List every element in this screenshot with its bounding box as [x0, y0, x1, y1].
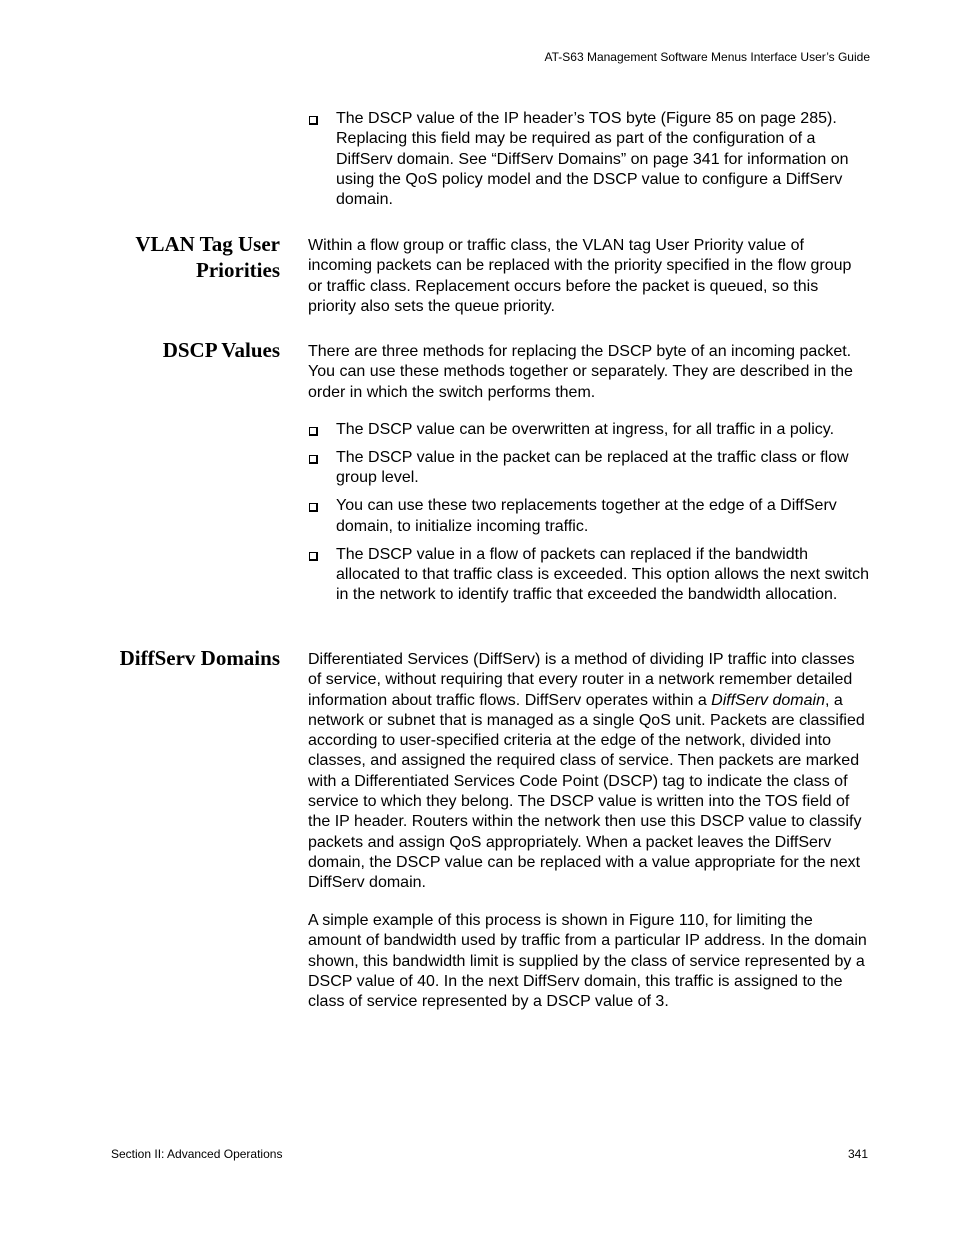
checkbox-bullet-icon [309, 503, 318, 512]
heading-diffserv-domains: DiffServ Domains [119, 646, 280, 670]
checkbox-bullet-icon [309, 116, 318, 125]
page-number: 341 [847, 1147, 868, 1161]
list-item [308, 420, 870, 440]
bullet-text: The DSCP value in the packet can be replaced at the traffic class or flow group level. [336, 448, 849, 487]
dscp-paragraph: There are three methods for replacing the DSCP byte of an incoming packet. You can use these methods together or separately. They are described in the order in which the switch performs them. [308, 343, 853, 401]
defined-term: DiffServ domain [711, 691, 825, 709]
checkbox-bullet-icon [309, 427, 318, 436]
heading-line: Priorities [196, 258, 280, 282]
vlan-paragraph: Within a flow group or traffic class, the VLAN tag User Priority value of incoming packets can be replaced with the priority specified in the flow group or traffic class. Replacement occurs before the packet is queued, so this priority also sets the queue priority. [308, 237, 852, 315]
bullet-text: The DSCP value can be overwritten at ingress, for all traffic in a policy. [336, 421, 835, 438]
bullet-text: You can use these two replacements together at the edge of a DiffServ domain, to initialize incoming traffic. [336, 497, 837, 535]
paragraph-text: , a network or subnet that is managed as a single QoS unit. Packets are classified according to user-specified criteria at the edge of the network, divided into classes, and assigned the required class of service. Then packets are marked with a Differentiated Services Code Point (DSCP) tag to indicate the class of service to which they belong. The DSCP value is written into the TOS field of the IP header. Routers within the network then use this DSCP value to classify packets and assign QoS appropriately. When a packet leaves the DiffServ domain, the DSCP value can be replaced with a value appropriate for the next DiffServ domain. [308, 691, 865, 892]
footer-section-title: Section II: Advanced Operations [111, 1147, 283, 1161]
list-item [308, 448, 870, 489]
bullet-text: The DSCP value of the IP header’s TOS byte (Figure 85 on page 285). Replacing this field may be required as part of the configuration of a DiffServ domain. See “DiffServ Domains” on page 341 for information on using the QoS policy model and the DSCP value to configure a DiffServ domain. [336, 110, 849, 209]
intro-bullet-list [308, 109, 870, 210]
list-item [308, 496, 870, 537]
checkbox-bullet-icon [309, 552, 318, 561]
paragraph-text: Differentiated Services (DiffServ) is a method of dividing IP traffic into classes of service, without requiring that every router in a network remember detailed information about traffic flows. DiffServ operates within a [308, 651, 855, 709]
diffserv-paragraph-1 [308, 650, 870, 894]
heading-vlan-tag-user-priorities [80, 231, 280, 283]
heading-dscp-values: DSCP Values [162, 338, 280, 362]
checkbox-bullet-icon [309, 455, 318, 464]
bullet-text: The DSCP value in a flow of packets can replaced if the bandwidth allocated to that traffic class is exceeded. This option allows the next switch in the network to identify traffic that exceeded the bandwidth allocation. [336, 545, 870, 604]
list-item [308, 109, 870, 210]
list-item [308, 545, 870, 606]
running-header: AT-S63 Management Software Menus Interface User’s Guide [544, 50, 870, 64]
heading-line: VLAN Tag User [135, 232, 280, 256]
diffserv-paragraph-2: A simple example of this process is shown in Figure 110, for limiting the amount of bandwidth used by traffic from a particular IP address. In the domain shown, this bandwidth limit is supplied by the class of service represented by a DSCP value of 40. In the next DiffServ domain, this traffic is assigned to the class of service represented by a DSCP value of 3. [308, 912, 867, 1011]
dscp-bullet-list [308, 420, 870, 605]
